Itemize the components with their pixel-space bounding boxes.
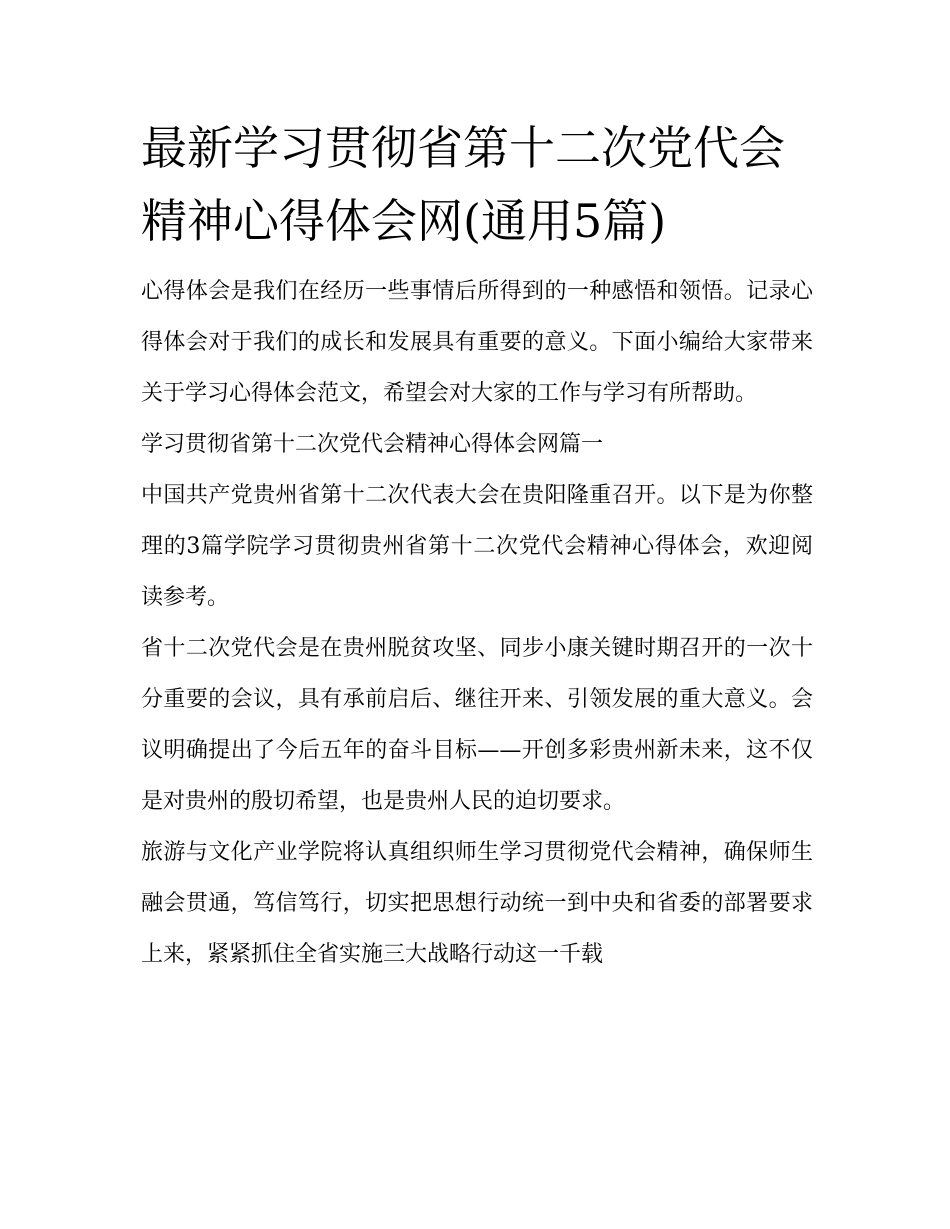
document-title: 最新学习贯彻省第十二次党代会精神心得体会网(通用5篇) (141, 121, 785, 248)
body-paragraph: 中国共产党贵州省第十二次代表大会在贵阳隆重召开。以下是为你整理的3篇学院学习贯彻贵州省第十二次党代会精神心得体会，欢迎阅读参考。 (141, 483, 813, 610)
intro-paragraph: 心得体会是我们在经历一些事情后所得到的一种感悟和领悟。记录心得体会对于我们的成长和发展具有重要的意义。下面小编给大家带来关于学习心得体会范文，希望会对大家的工作与学习有所帮助。 (141, 279, 813, 406)
body-paragraph: 省十二次党代会是在贵州脱贫攻坚、同步小康关键时期召开的一次十分重要的会议，具有承前启后、继往开来、引领发展的重大意义。会议明确提出了今后五年的奋斗目标——开创多彩贵州新未来，这不仅是对贵州的殷切希望，也是贵州人民的迫切要求。 (141, 636, 813, 814)
section-heading: 学习贯彻省第十二次党代会精神心得体会网篇一 (141, 432, 604, 457)
body-paragraph: 旅游与文化产业学院将认真组织师生学习贯彻党代会精神，确保师生融会贯通，笃信笃行，切实把思想行动统一到中央和省委的部署要求上来，紧紧抓住全省实施三大战略行动这一千载 (141, 840, 813, 967)
document-body (141, 112, 813, 980)
